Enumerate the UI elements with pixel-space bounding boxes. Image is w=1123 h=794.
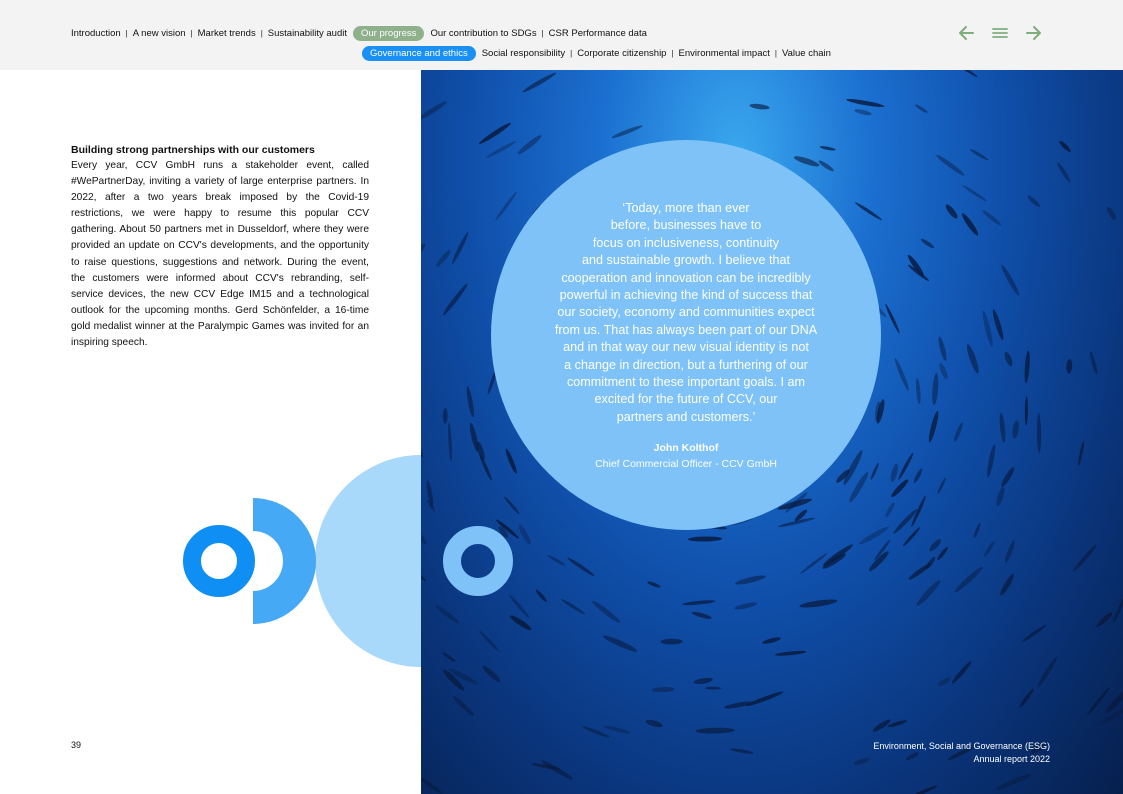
fish-silhouette xyxy=(762,636,781,645)
fish-silhouette xyxy=(854,108,872,116)
fish-silhouette xyxy=(1072,543,1099,573)
fish-silhouette xyxy=(999,413,1007,443)
fish-silhouette xyxy=(928,538,943,553)
fish-silhouette xyxy=(652,687,675,693)
fish-silhouette xyxy=(705,687,721,690)
fish-silhouette xyxy=(960,212,980,237)
fish-silhouette xyxy=(478,630,500,653)
fish-silhouette xyxy=(910,495,927,528)
fish-silhouette xyxy=(1036,655,1059,688)
fish-silhouette xyxy=(479,454,494,481)
fish-silhouette xyxy=(688,536,722,542)
fish-silhouette xyxy=(1004,540,1017,564)
fish-silhouette xyxy=(998,573,1015,597)
fish-silhouette xyxy=(995,486,1006,507)
blue-half-ring xyxy=(253,498,316,624)
fish-silhouette xyxy=(1021,624,1047,644)
fish-silhouette xyxy=(793,154,820,168)
fish-silhouette xyxy=(645,718,663,728)
fish-silhouette xyxy=(911,784,938,794)
nav-item-introduction[interactable]: Introduction xyxy=(71,27,121,39)
nav-item-market-trends[interactable]: Market trends xyxy=(197,27,256,39)
nav-separator: | xyxy=(671,49,674,58)
fish-silhouette xyxy=(981,209,1002,227)
fish-silhouette xyxy=(799,552,828,575)
report-title: Environment, Social and Governance (ESG) xyxy=(873,741,1050,751)
nav-separator: | xyxy=(774,49,777,58)
fish-silhouette xyxy=(1058,140,1072,154)
fish-silhouette xyxy=(973,522,982,538)
fish-silhouette xyxy=(937,477,947,494)
fish-silhouette xyxy=(660,639,682,645)
fish-silhouette xyxy=(1037,413,1042,453)
pull-quote xyxy=(526,200,846,426)
fish-silhouette xyxy=(749,103,770,111)
fish-silhouette xyxy=(950,70,978,78)
fish-silhouette xyxy=(560,598,586,616)
menu-icon[interactable] xyxy=(992,26,1008,40)
fish-silhouette xyxy=(854,201,883,221)
fish-silhouette xyxy=(730,747,754,754)
quote-line: focus on inclusiveness, continuity xyxy=(592,235,780,250)
decorative-shapes xyxy=(0,0,421,794)
quote-line: partners and customers.’ xyxy=(616,409,756,424)
fish-silhouette xyxy=(819,145,836,151)
quote-line: a change in direction, but a furthering of our xyxy=(564,357,808,372)
quote-line: our society, economy and communities expect xyxy=(557,305,815,320)
fish-silhouette xyxy=(935,153,966,177)
report-footer xyxy=(873,740,1050,766)
nav-separator: | xyxy=(125,29,128,38)
fish-silhouette xyxy=(447,422,452,461)
subnav-item-value-chain[interactable]: Value chain xyxy=(781,47,831,59)
nav-separator: | xyxy=(541,29,544,38)
fish-silhouette xyxy=(647,580,662,589)
fish-silhouette xyxy=(913,468,924,484)
nav-row-secondary xyxy=(362,46,831,61)
fish-silhouette xyxy=(775,650,807,657)
fish-silhouette xyxy=(746,690,785,708)
article-body: Every year, CCV GmbH runs a stakeholder event, called #WePartnerDay, inviting a variety of large enterprise partners. In 2022, after a two years break imposed by the Covid-19 restrictions, we were happy to resume this popular CCV gathering. About 50 partners met in Dusseldorf, where they were provided an update on CCV's developments, and the opportunity to raise questions, suggestions and network. During the event, the customers were informed about CCV's rebranding, self-service devices, the new CCV Edge IM15 and a technological outlook for the upcoming months. Gerd Schönfelder, a 16-time gold medalist winner at the Paralympic Games was invited for an inspiring speech. xyxy=(71,160,369,349)
subnav-item-environmental-impact[interactable]: Environmental impact xyxy=(678,47,770,59)
fish-silhouette xyxy=(421,100,448,122)
fish-silhouette xyxy=(915,578,943,607)
subnav-item-corporate-citizenship[interactable]: Corporate citizenship xyxy=(577,47,667,59)
blue-ring xyxy=(192,534,246,588)
fish-silhouette xyxy=(682,599,716,606)
fish-silhouette xyxy=(870,462,880,480)
fish-silhouette xyxy=(486,140,518,160)
fish-silhouette xyxy=(509,614,533,633)
fish-silhouette xyxy=(927,410,940,443)
nav-separator: | xyxy=(190,29,193,38)
fish-silhouette xyxy=(991,308,1005,340)
fish-silhouette xyxy=(969,148,989,162)
fish-silhouette xyxy=(1112,592,1123,624)
fish-silhouette xyxy=(465,386,475,418)
fish-silhouette xyxy=(953,565,984,594)
fish-silhouette xyxy=(821,543,854,568)
fish-silhouette xyxy=(937,336,948,361)
fish-silhouette xyxy=(478,121,512,146)
quote-line: commitment to these important goals. I am xyxy=(567,375,805,390)
fish-silhouette xyxy=(884,502,896,519)
fish-silhouette xyxy=(441,651,456,663)
fish-silhouette xyxy=(893,357,910,391)
fish-silhouette xyxy=(503,496,520,515)
fish-silhouette xyxy=(1089,351,1099,375)
fish-silhouette xyxy=(521,71,557,94)
fish-silhouette xyxy=(952,422,964,443)
nav-item-our-progress-active[interactable]: Our progress xyxy=(353,26,424,41)
fish-silhouette xyxy=(920,237,935,249)
quote-author: John Kolthof xyxy=(653,442,719,454)
fish-silhouette xyxy=(695,727,735,734)
fish-silhouette xyxy=(421,434,424,458)
fish-silhouette xyxy=(421,740,422,761)
fish-silhouette xyxy=(535,589,548,603)
nav-separator: | xyxy=(260,29,263,38)
fish-silhouette xyxy=(566,556,595,577)
fish-silhouette xyxy=(853,756,870,766)
fish-silhouette xyxy=(443,408,448,424)
fish-silhouette xyxy=(517,523,533,545)
fish-silhouette xyxy=(846,97,885,108)
fish-silhouette xyxy=(421,773,443,794)
fish-silhouette xyxy=(889,463,899,483)
fish-silhouette xyxy=(908,562,933,582)
fish-silhouette xyxy=(441,282,469,316)
fish-silhouette xyxy=(591,599,622,625)
fish-silhouette xyxy=(450,231,469,265)
fish-silhouette xyxy=(1003,351,1014,367)
fish-silhouette xyxy=(965,343,981,374)
fish-silhouette xyxy=(494,191,518,222)
fish-silhouette xyxy=(983,540,996,557)
fish-silhouette xyxy=(817,159,835,173)
fish-silhouette xyxy=(421,242,427,259)
quote-line: ‘Today, more than ever xyxy=(622,201,750,215)
fish-silhouette xyxy=(603,724,631,734)
fish-silhouette xyxy=(611,124,643,140)
nav-item-sustainability-audit[interactable]: Sustainability audit xyxy=(267,27,347,39)
subnav-item-social-responsibility[interactable]: Social responsibility xyxy=(481,47,566,59)
quote-author-role: Chief Commercial Officer - CCV GmbH xyxy=(595,458,777,470)
fish-silhouette xyxy=(434,249,452,269)
fish-silhouette xyxy=(481,664,502,684)
fish-silhouette xyxy=(1077,441,1085,467)
fish-silhouette xyxy=(937,676,952,688)
article-heading: Building strong partnerships with our customers xyxy=(71,144,315,156)
quote-line: and in that way our new visual identity is not xyxy=(563,340,809,355)
fish-silhouette xyxy=(884,303,901,334)
fish-silhouette xyxy=(451,694,475,717)
quote-line: before, businesses have to xyxy=(610,218,762,233)
quote-line: powerful in achieving the kind of success that xyxy=(559,288,813,303)
fish-silhouette xyxy=(735,574,767,587)
fish-silhouette xyxy=(547,554,566,567)
fish-silhouette xyxy=(1000,264,1022,297)
fish-silhouette xyxy=(421,565,427,582)
nav-item-new-vision[interactable]: A new vision xyxy=(132,27,186,39)
pale-blue-half-circle xyxy=(315,455,421,667)
fish-silhouette xyxy=(1018,688,1035,709)
fish-silhouette xyxy=(944,203,959,220)
fish-silhouette xyxy=(434,604,460,626)
arrow-left-icon[interactable] xyxy=(958,25,974,41)
fish-silhouette xyxy=(897,452,915,481)
fish-silhouette xyxy=(1024,350,1031,383)
light-blue-ring xyxy=(440,523,516,599)
fish-silhouette xyxy=(915,378,921,404)
fish-silhouette xyxy=(602,633,639,653)
fish-silhouette xyxy=(1012,420,1020,438)
nav-separator: | xyxy=(570,49,573,58)
quote-line: cooperation and innovation can be incredibly xyxy=(561,270,811,285)
fish-silhouette xyxy=(995,772,1032,792)
fish-silhouette xyxy=(691,610,712,620)
fish-silhouette xyxy=(999,466,1016,488)
fish-silhouette xyxy=(950,660,973,685)
quote-line: excited for the future of CCV, our xyxy=(594,392,778,407)
quote-line: from us. That has always been part of our DNA xyxy=(554,322,818,337)
fish-silhouette xyxy=(799,598,838,609)
page-navigation xyxy=(958,25,1042,41)
fish-silhouette xyxy=(1025,396,1028,425)
nav-item-csr-performance[interactable]: CSR Performance data xyxy=(548,27,647,39)
fish-silhouette xyxy=(1026,194,1041,208)
page-number: 39 xyxy=(71,740,82,750)
fish-silhouette xyxy=(1105,206,1117,221)
arrow-right-icon[interactable] xyxy=(1026,25,1042,41)
fish-silhouette xyxy=(421,524,428,546)
fish-silhouette xyxy=(985,444,996,478)
fish-silhouette xyxy=(962,184,988,202)
fish-silhouette xyxy=(516,133,543,156)
fish-silhouette xyxy=(693,677,713,685)
fish-silhouette xyxy=(914,103,928,114)
fish-silhouette xyxy=(936,546,949,561)
fish-silhouette xyxy=(734,601,758,611)
subnav-item-governance-active[interactable]: Governance and ethics xyxy=(362,46,476,61)
fish-silhouette xyxy=(938,362,950,380)
nav-item-sdg-contribution[interactable]: Our contribution to SDGs xyxy=(430,27,537,39)
fish-silhouette xyxy=(981,310,994,347)
fish-silhouette xyxy=(858,525,890,547)
fish-silhouette xyxy=(1095,611,1114,629)
fish-silhouette xyxy=(1066,359,1073,374)
fish-silhouette xyxy=(540,759,574,782)
fish-silhouette xyxy=(902,526,921,547)
quote-line: and sustainable growth. I believe that xyxy=(582,253,790,268)
fish-silhouette xyxy=(931,373,939,406)
report-subtitle: Annual report 2022 xyxy=(973,754,1050,764)
fish-silhouette xyxy=(504,448,518,474)
fish-silhouette xyxy=(1056,162,1072,184)
